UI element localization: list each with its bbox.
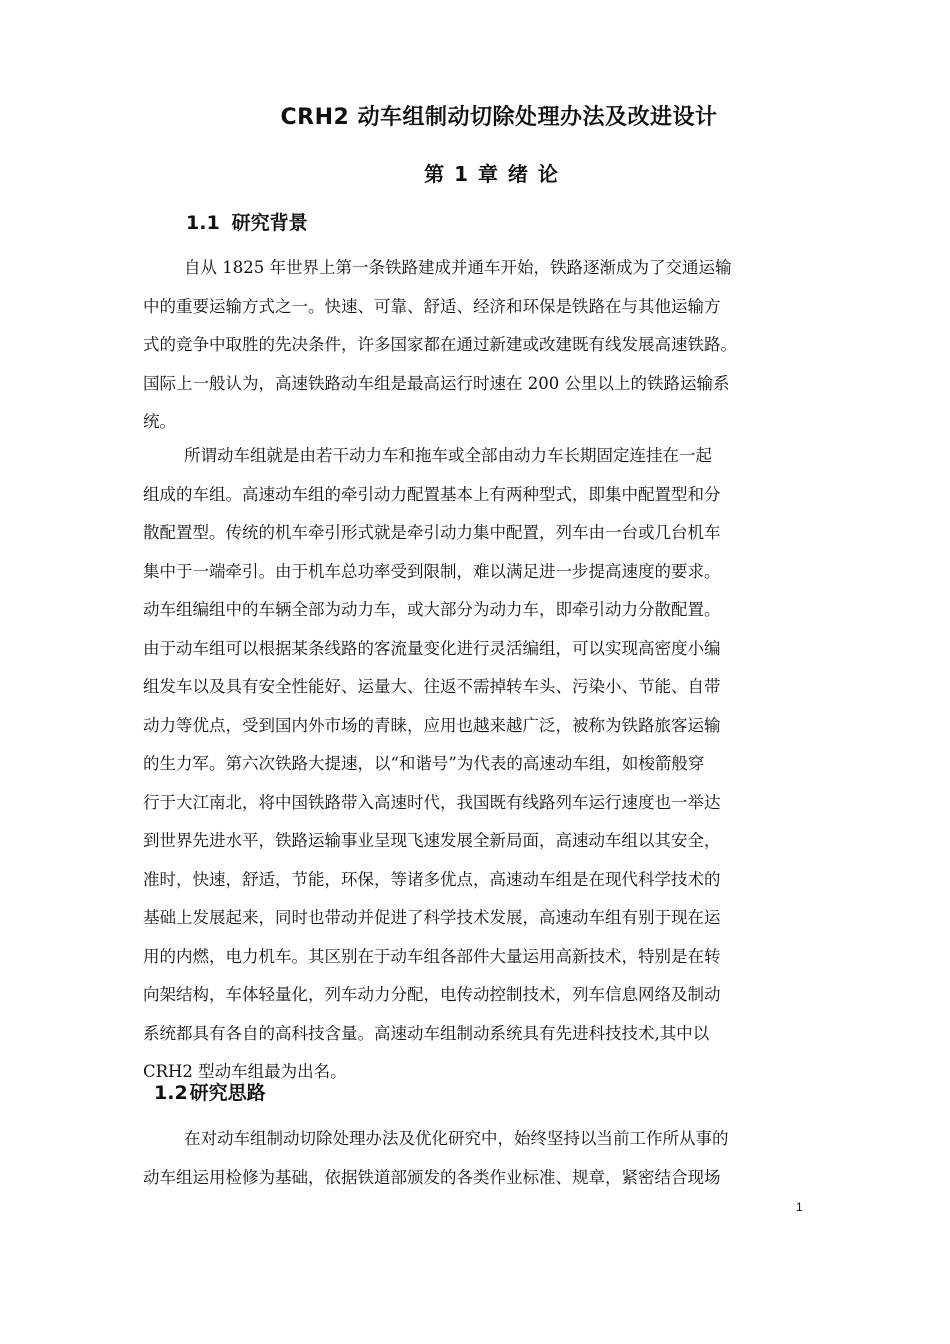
text-line: 的生力军。第六次铁路大提速，以“和谐号”为代表的高速动车组，如梭箭般穿 [143, 754, 705, 773]
text-line: 到世界先进水平，铁路运输事业呈现飞速发展全新局面，高速动车组以其安全， [143, 831, 721, 850]
text-line: 散配置型。传统的机车牵引形式就是牵引动力集中配置，列车由一台或几台机车 [143, 523, 721, 542]
text-line: CRH2 型动车组最为出名。 [143, 1062, 347, 1081]
text-line: 集中于一端牵引。由于机车总功率受到限制，难以满足进一步提高速度的要求。 [143, 561, 721, 581]
text-line: 组发车以及具有安全性能好、运量大、往返不需掉转车头、污染小、节能、自带 [143, 677, 721, 696]
section-heading-1-2 [154, 1078, 266, 1105]
section-title: 研究背景 [231, 212, 308, 234]
section-number: 1.2 [154, 1082, 188, 1104]
text-line: 动车组运用检修为基础，依据铁道部颁发的各类作业标准、规章，紧密结合现场 [143, 1167, 721, 1187]
text-line: 动车组编组中的车辆全部为动力车，或大部分为动力车，即牵引动力分散配置。 [143, 600, 721, 619]
text-line: 基础上发展起来，同时也带动并促进了科学技术发展，高速动车组有别于现在运 [143, 908, 721, 927]
text-line: 动力等优点，受到国内外市场的青睐，应用也越来越广泛，被称为铁路旅客运输 [143, 715, 721, 735]
paragraph-2 [143, 437, 815, 1092]
paragraph-3 [143, 1120, 815, 1197]
text-line: 中的重要运输方式之一。快速、可靠、舒适、经济和环保是铁路在与其他运输方 [143, 296, 721, 316]
text-line: 由于动车组可以根据某条线路的客流量变化进行灵活编组，可以实现高密度小编 [143, 638, 721, 658]
chapter-title: 第 1 章 绪 论 [424, 162, 558, 186]
text-line: 统。 [143, 412, 176, 431]
text-line: 式的竞争中取胜的先决条件，许多国家都在通过新建或改建既有线发展高速铁路。 [143, 335, 737, 354]
section-number: 1.1 [186, 212, 220, 234]
section-title: 研究思路 [189, 1082, 266, 1104]
text-line: 行于大江南北，将中国铁路带入高速时代，我国既有线路列车运行速度也一举达 [143, 792, 721, 812]
text-line: 系统都具有各自的高科技含量。高速动车组制动系统具有先进科技技术,其中以 [143, 1023, 710, 1043]
document-title: CRH2 动车组制动切除处理办法及改进设计 [280, 105, 718, 130]
text-line: 在对动车组制动切除处理办法及优化研究中，始终坚持以当前工作所从事的 [184, 1129, 729, 1148]
page-number: 1 [796, 1200, 803, 1214]
paragraph-1 [143, 249, 815, 442]
text-line: 向架结构，车体轻量化，列车动力分配，电传动控制技术，列车信息网络及制动 [143, 985, 721, 1004]
text-line: 自从 1825 年世界上第一条铁路建成并通车开始，铁路逐渐成为了交通运输 [184, 258, 732, 277]
text-line: 用的内燃，电力机车。其区别在于动车组各部件大量运用高新技术，特别是在转 [143, 946, 721, 966]
text-line: 所谓动车组就是由若干动力车和拖车或全部由动力车长期固定连挂在一起 [184, 446, 712, 465]
section-heading-1-1 [186, 208, 308, 235]
text-line: 组成的车组。高速动车组的牵引动力配置基本上有两种型式，即集中配置型和分 [143, 484, 721, 504]
text-line: 国际上一般认为，高速铁路动车组是最高运行时速在 200 公里以上的铁路运输系 [143, 373, 730, 393]
text-line: 准时，快速，舒适，节能，环保，等诸多优点，高速动车组是在现代科学技术的 [143, 869, 721, 889]
